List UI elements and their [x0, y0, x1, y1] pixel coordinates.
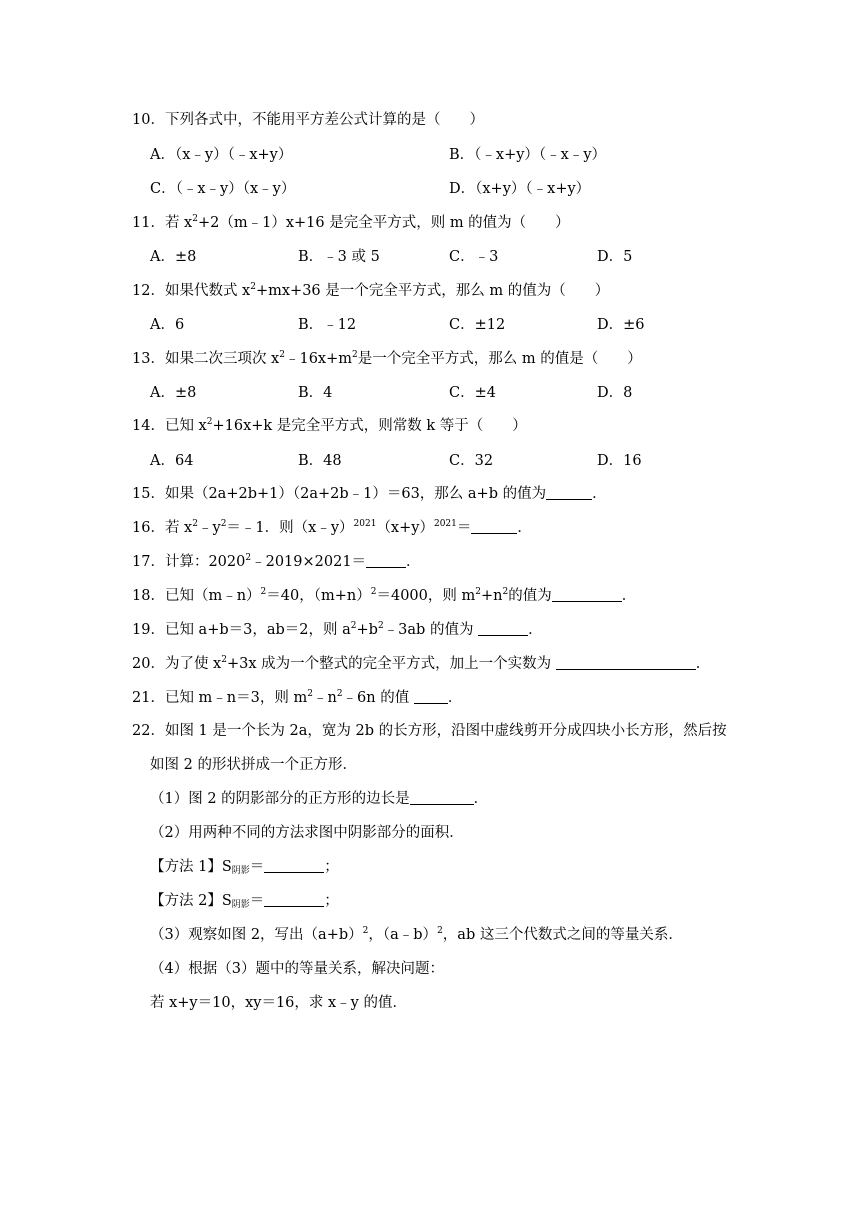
question-22-part-3: （3）观察如图 2，写出$(a+b)^2$，（a﹣b）$^2$，ab 这三个代数式之间的等量关系．	[150, 926, 683, 943]
question-22-part-1: （1）图 2 的阴影部分的正方形的边长是 ．	[150, 791, 489, 807]
answer-blank	[546, 485, 592, 500]
question-12-option-a: A．6	[150, 317, 185, 333]
question-11-stem: 11．若 $x^2+2(m﹣1)x+16$ 是完全平方式，则 m 的值为（ ）	[132, 214, 570, 231]
answer-blank	[264, 892, 324, 907]
question-11-option-d: D．5	[597, 249, 633, 265]
question-22-part-5: 若 x+y＝10，xy＝16，求 x﹣y 的值．	[150, 995, 407, 1011]
question-22-method-1: 【方法 1】$S_{阴影}=$ ；	[150, 859, 339, 876]
question-14-option-c: C．32	[449, 453, 494, 469]
question-14-option-d: D．16	[597, 453, 642, 469]
question-10-option-c: C．（﹣x﹣y）（x﹣y）	[150, 181, 296, 197]
question-18: 18．已知（m﹣n）$^2$＝40，$(m+n)^2=4000$，则 $m^2+n^2$的值为 ．	[132, 587, 637, 604]
question-10-option-d: D．（x+y）（﹣x+y）	[449, 181, 591, 197]
answer-blank	[552, 587, 622, 602]
question-13-option-c: C．±4	[449, 385, 496, 401]
answer-blank	[478, 621, 528, 636]
question-22-part-4: （4）根据（3）题中的等量关系，解决问题：	[150, 961, 444, 977]
question-14-stem: 14．已知 $x^2+16x+k$ 是完全平方式，则常数 k 等于（ ）	[132, 417, 527, 434]
answer-blank	[556, 655, 696, 670]
question-15: 15．如果（2a+2b+1）（2a+2b﹣1）＝63，那么 a+b 的值为 ．	[132, 486, 607, 502]
answer-blank	[264, 858, 324, 873]
question-14-option-a: A．64	[150, 453, 194, 469]
question-10-stem: 10．下列各式中，不能用平方差公式计算的是（ ）	[132, 112, 484, 128]
question-20: 20．为了使 $x^2+3x$ 成为一个整式的完全平方式，加上一个实数为 ．	[132, 655, 711, 672]
question-22-part-2: （2）用两种不同的方法求图中阴影部分的面积．	[150, 825, 464, 841]
answer-blank	[366, 553, 406, 568]
question-10-option-a: A．（x﹣y）（﹣x+y）	[150, 147, 293, 163]
question-17: 17．计算：$2020^2﹣2019\times 2021=$ ．	[132, 553, 421, 570]
question-11-option-b: B．﹣3 或 5	[298, 249, 380, 265]
question-13-stem: 13．如果二次三项次 $x^2﹣16x+m^2$是一个完全平方式，那么 m 的值是（ ）	[132, 350, 642, 367]
question-22-line-2: 如图 2 的形状拼成一个正方形．	[150, 757, 357, 773]
question-12-option-d: D．±6	[597, 317, 645, 333]
question-22-line-1: 22．如图 1 是一个长为 2a，宽为 2b 的长方形，沿图中虚线剪开分成四块小长方形，然后按	[132, 723, 727, 739]
question-13-option-a: A．±8	[150, 385, 197, 401]
answer-blank	[410, 790, 474, 805]
question-13-option-b: B．4	[298, 385, 333, 401]
question-12-stem: 12．如果代数式 $x^2+mx+36$ 是一个完全平方式，那么 m 的值为（ ）	[132, 282, 610, 299]
question-11-option-a: A．±8	[150, 249, 197, 265]
question-13-option-d: D．8	[597, 385, 633, 401]
question-21: 21．已知 m﹣n＝3，则 $m^2﹣n^2﹣6n$ 的值 ．	[132, 689, 463, 706]
question-11-option-c: C．﹣3	[449, 249, 499, 265]
question-22-method-2: 【方法 2】$S_{阴影}=$ ；	[150, 893, 339, 910]
question-14-option-b: B．48	[298, 453, 342, 469]
answer-blank	[414, 689, 448, 704]
question-10-option-b: B．（﹣x+y）（﹣x﹣y）	[449, 147, 607, 163]
question-12-option-c: C．±12	[449, 317, 506, 333]
question-12-option-b: B．﹣12	[298, 317, 357, 333]
question-19: 19．已知 a+b＝3，ab＝2，则 $a^2+b^2﹣3ab$ 的值为 ．	[132, 621, 543, 638]
answer-blank	[471, 519, 517, 534]
question-16: 16．若 $x^2﹣y^2=﹣1$．则$(x﹣y)^{2021}(x+y)^{2021}=$ ．	[132, 519, 532, 536]
